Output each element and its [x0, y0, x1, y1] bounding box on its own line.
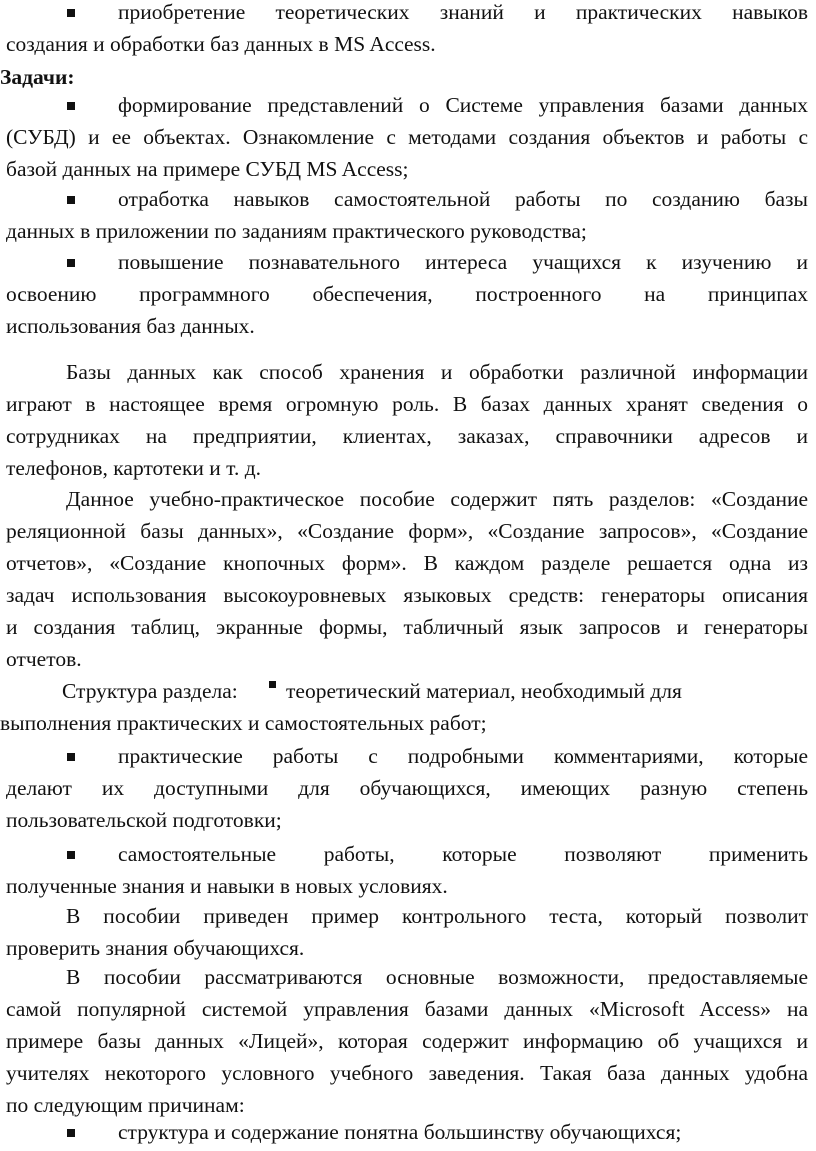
- text-line: теоретический материал, необходимый для: [286, 679, 682, 703]
- text-line: В пособии рассматриваются основные возможности, предоставляемые: [66, 965, 808, 989]
- text-line: делают их доступными для обучающихся, имеющих разную степень: [6, 776, 808, 800]
- bullet-icon: [67, 102, 75, 110]
- text-line: использования баз данных.: [6, 314, 255, 338]
- bullet-icon: [67, 259, 75, 267]
- bullet-icon: [67, 851, 75, 859]
- text-line: Структура раздела:: [62, 679, 238, 703]
- text-line: пользовательской подготовки;: [6, 808, 282, 832]
- text-line: отчетов.: [6, 647, 82, 671]
- text-line: примере базы данных «Лицей», которая содержит информацию об учащихся и: [6, 1029, 808, 1053]
- text-line: телефонов, картотеки и т. д.: [6, 456, 262, 480]
- bullet-icon: [269, 681, 276, 688]
- text-line: отработка навыков самостоятельной работы по созданию базы: [118, 187, 808, 211]
- text-line: реляционной базы данных», «Создание форм», «Создание запросов», «Создание: [6, 519, 808, 543]
- text-line: Базы данных как способ хранения и обработки различной информации: [66, 360, 808, 384]
- text-line: базой данных на примере СУБД MS Access;: [6, 157, 409, 181]
- text-line: самостоятельные работы, которые позволяют применить: [118, 842, 808, 866]
- text-line: данных в приложении по заданиям практического руководства;: [6, 219, 587, 243]
- text-line: самой популярной системой управления базами данных «Microsoft Access» на: [6, 997, 808, 1021]
- text-line: по следующим причинам:: [6, 1093, 245, 1117]
- tasks-heading: Задачи:: [0, 65, 75, 89]
- text-line: отчетов», «Создание кнопочных форм». В каждом разделе решается одна из: [6, 551, 808, 575]
- bullet-icon: [67, 1129, 75, 1137]
- text-line: приобретение теоретических знаний и практических навыков: [118, 0, 808, 24]
- text-line: создания и обработки баз данных в MS Access.: [6, 32, 436, 56]
- text-line: структура и содержание понятна большинству обучающихся;: [118, 1120, 682, 1144]
- text-line: Данное учебно-практическое пособие содержит пять разделов: «Создание: [66, 487, 808, 511]
- text-line: и создания таблиц, экранные формы, табличный язык запросов и генераторы: [6, 615, 808, 639]
- text-line: учителях некоторого условного учебного заведения. Такая база данных удобна: [6, 1061, 808, 1085]
- bullet-icon: [67, 753, 75, 761]
- text-line: задач использования высокоуровневых языковых средств: генераторы описания: [6, 583, 808, 607]
- bullet-icon: [67, 196, 75, 204]
- text-line: выполнения практических и самостоятельных работ;: [0, 711, 487, 735]
- text-line: В пособии приведен пример контрольного теста, который позволит: [66, 904, 808, 928]
- text-line: повышение познавательного интереса учащихся к изучению и: [118, 250, 808, 274]
- text-line: сотрудниках на предприятии, клиентах, заказах, справочники адресов и: [6, 424, 808, 448]
- text-line: полученные знания и навыки в новых условиях.: [6, 874, 448, 898]
- text-line: формирование представлений о Системе управления базами данных: [118, 93, 808, 117]
- bullet-icon: [67, 9, 75, 17]
- text-line: практические работы с подробными комментариями, которые: [118, 744, 808, 768]
- text-line: проверить знания обучающихся.: [6, 936, 305, 960]
- text-line: играют в настоящее время огромную роль. В базах данных хранят сведения о: [6, 392, 808, 416]
- text-line: (СУБД) и ее объектах. Ознакомление с методами создания объектов и работы с: [6, 125, 808, 149]
- text-line: освоению программного обеспечения, построенного на принципах: [6, 282, 808, 306]
